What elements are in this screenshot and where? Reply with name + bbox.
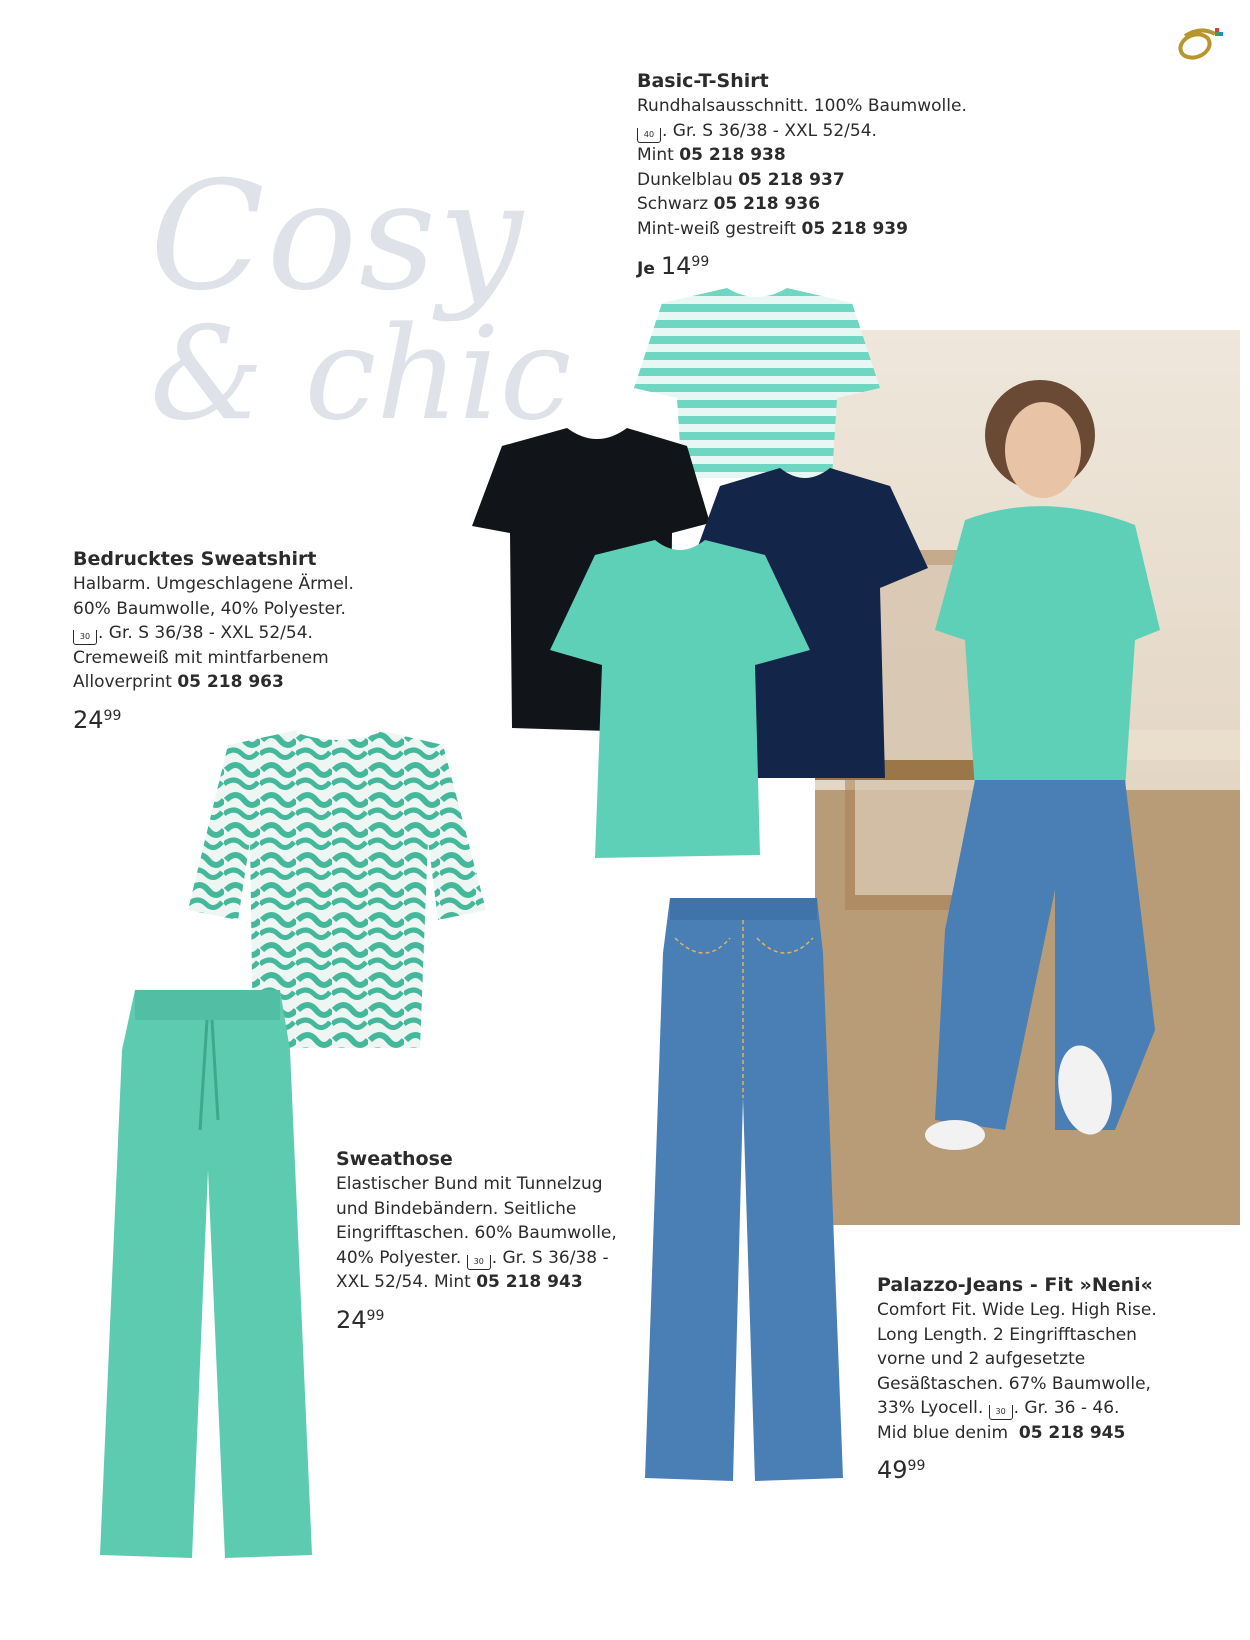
tshirt-sizes-line	[637, 119, 967, 144]
price-main: 24	[73, 705, 104, 734]
headline-cosy: Cosy	[150, 150, 525, 324]
jeans-sizes-line	[877, 1396, 1157, 1421]
price-prefix: Je	[637, 259, 655, 279]
jeans-desc: Long Length. 2 Eingrifftaschen	[877, 1324, 1137, 1345]
sweatshirt-color: Cremeweiß mit mintfarbenem	[73, 647, 329, 668]
mint-tshirt-image	[550, 540, 812, 860]
tshirt-title: Basic-T-Shirt	[637, 70, 769, 92]
sweatshirt-info	[73, 546, 354, 735]
wash-care-icon: 30	[989, 1405, 1013, 1420]
variant-color: Mint	[637, 145, 674, 165]
article-number: 05 218 936	[713, 194, 821, 214]
sweathose-desc: Elastischer Bund mit Tunnelzug	[336, 1174, 603, 1194]
sweathose-color: XXL 52/54. Mint	[336, 1272, 471, 1292]
wash-care-icon: 30	[467, 1255, 491, 1270]
sweatshirt-sizes-line	[73, 621, 354, 646]
article-number: 05 218 963	[177, 672, 284, 692]
article-number: 05 218 938	[679, 145, 786, 165]
price-cents: 99	[103, 707, 122, 724]
tchibo-logo-icon	[1175, 22, 1227, 64]
palazzo-jeans-image	[645, 898, 845, 1488]
wash-care-icon: 30	[73, 630, 97, 645]
sweatshirt-color-number	[73, 670, 354, 695]
article-number: 05 218 939	[801, 218, 908, 239]
article-number: 05 218 945	[1018, 1422, 1126, 1443]
article-number: 05 218 943	[476, 1272, 583, 1292]
sweatshirt-title: Bedrucktes Sweatshirt	[73, 548, 317, 570]
price-main: 24	[336, 1305, 367, 1334]
tshirt-variant	[637, 168, 967, 193]
jeans-desc: Comfort Fit. Wide Leg. High Rise.	[877, 1300, 1157, 1320]
price-cents: 99	[366, 1307, 385, 1324]
price-cents: 99	[691, 254, 710, 270]
jeans-color-number	[877, 1421, 1157, 1446]
tshirt-info	[637, 68, 967, 284]
jeans-desc: Gesäßtaschen. 67% Baumwolle,	[877, 1373, 1151, 1394]
sweathose-sizes-line	[336, 1246, 617, 1271]
mint-sweatpants-image	[100, 990, 315, 1570]
jeans-title: Palazzo-Jeans - Fit »Neni«	[877, 1274, 1153, 1296]
jeans-info	[877, 1272, 1157, 1485]
tshirt-variant	[637, 217, 967, 242]
tshirt-sizes: . Gr. S 36/38 - XXL 52/54.	[662, 120, 877, 141]
tshirt-price	[637, 247, 967, 284]
price-main: 14	[660, 252, 692, 280]
sweathose-sizes: . Gr. S 36/38 -	[491, 1247, 609, 1268]
tshirt-desc: Rundhalsausschnitt. 100% Baumwolle.	[637, 96, 967, 116]
sweathose-desc: und Bindebändern. Seitliche	[336, 1198, 577, 1219]
sweathose-title: Sweathose	[336, 1148, 453, 1170]
sweatshirt-color-cont: Alloverprint	[73, 672, 172, 692]
sweatshirt-material: 60% Baumwolle, 40% Polyester.	[73, 598, 346, 619]
sweathose-desc: Eingrifftaschen. 60% Baumwolle,	[336, 1223, 617, 1243]
jeans-sizes: . Gr. 36 - 46.	[1013, 1398, 1120, 1418]
jeans-price	[877, 1451, 1157, 1485]
headline-chic: & chic	[150, 300, 572, 449]
price-cents: 99	[907, 1458, 926, 1474]
sweathose-info	[336, 1146, 617, 1335]
tshirt-variant	[637, 192, 967, 217]
jeans-desc: vorne und 2 aufgesetzte	[877, 1349, 1086, 1369]
tshirt-variant	[637, 143, 967, 168]
sweathose-color-number	[336, 1270, 617, 1295]
wash-care-icon: 40	[637, 128, 661, 143]
jeans-color: Mid blue denim	[877, 1422, 1009, 1443]
variant-color: Mint-weiß gestreift	[637, 218, 797, 239]
sweatshirt-desc: Halbarm. Umgeschlagene Ärmel.	[73, 574, 354, 594]
price-main: 49	[877, 1456, 908, 1484]
variant-color: Dunkelblau	[637, 169, 733, 190]
sweatshirt-sizes: . Gr. S 36/38 - XXL 52/54.	[98, 623, 313, 643]
article-number: 05 218 937	[738, 169, 845, 190]
sweathose-price	[336, 1301, 617, 1335]
jeans-material: 33% Lyocell.	[877, 1398, 984, 1418]
sweathose-material: 40% Polyester.	[336, 1247, 462, 1268]
variant-color: Schwarz	[637, 194, 709, 214]
